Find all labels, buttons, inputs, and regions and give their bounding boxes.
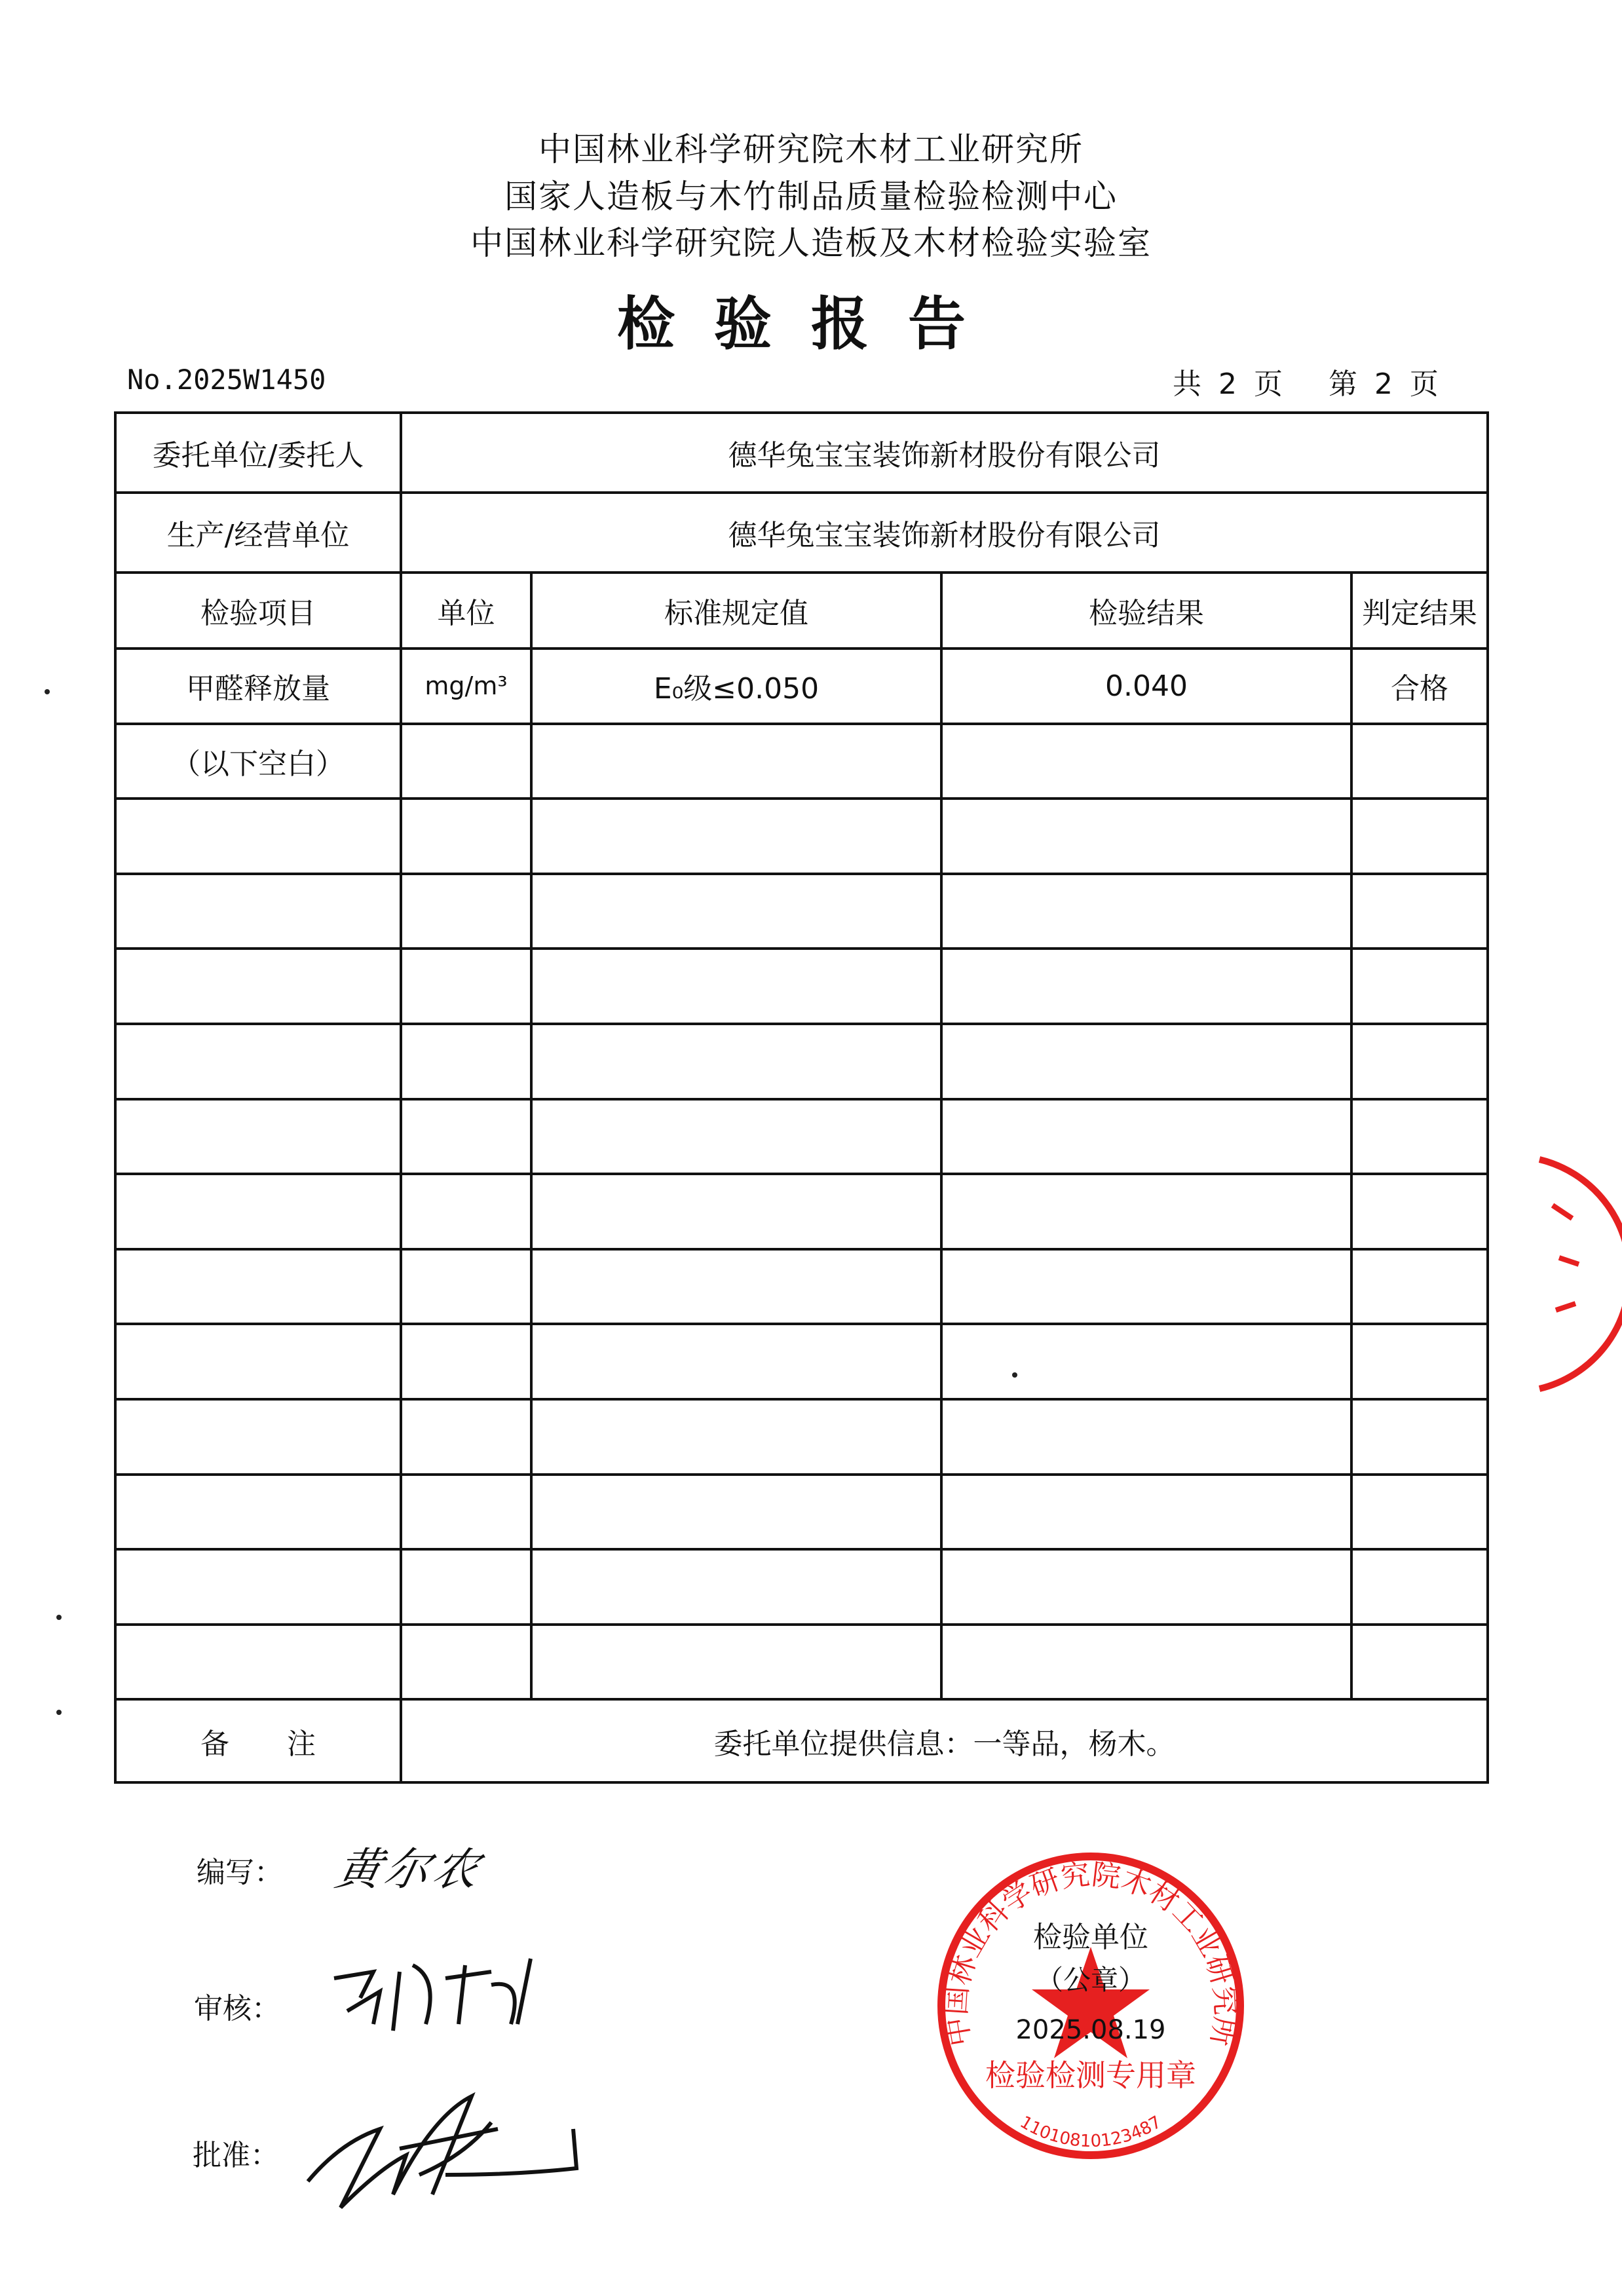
empty-cell <box>401 1324 531 1399</box>
empty-cell <box>115 1549 401 1625</box>
client-value: 德华兔宝宝装饰新材股份有限公司 <box>401 413 1488 493</box>
empty-cell <box>1351 1625 1488 1700</box>
table-row <box>115 1399 1488 1475</box>
empty-cell <box>401 1099 531 1175</box>
empty-cell <box>401 1399 531 1475</box>
table-row <box>115 1324 1488 1399</box>
table-row <box>115 1625 1488 1700</box>
remarks-value: 委托单位提供信息：一等品，杨木。 <box>401 1699 1488 1782</box>
report-date: 2025.08.19 <box>1015 2015 1166 2045</box>
table-row <box>115 724 1488 799</box>
producer-value: 德华兔宝宝装饰新材股份有限公司 <box>401 493 1488 573</box>
table-row <box>115 874 1488 949</box>
empty-cell <box>115 1024 401 1099</box>
empty-cell <box>531 1249 941 1325</box>
col-standard: 标准规定值 <box>531 573 941 649</box>
scan-speck <box>1012 1372 1017 1378</box>
empty-cell <box>401 874 531 949</box>
cell-result <box>941 724 1351 799</box>
remarks-label: 备 注 <box>115 1699 401 1782</box>
empty-cell <box>531 1549 941 1625</box>
table-row <box>115 1174 1488 1249</box>
scan-speck <box>56 1710 62 1715</box>
empty-cell <box>531 1625 941 1700</box>
lab-name: 中国林业科学研究院人造板及木材检验实验室 <box>470 224 1152 262</box>
cell-item: 甲醛释放量 <box>115 649 401 724</box>
empty-cell <box>531 949 941 1024</box>
empty-cell <box>401 1625 531 1700</box>
empty-cell <box>1351 1549 1488 1625</box>
empty-cell <box>401 1024 531 1099</box>
empty-cell <box>115 1099 401 1175</box>
empty-cell <box>401 799 531 874</box>
col-unit: 单位 <box>401 573 531 649</box>
col-verdict: 判定结果 <box>1351 573 1488 649</box>
empty-cell <box>941 1174 1351 1249</box>
empty-cell <box>115 1399 401 1475</box>
empty-cell <box>115 1249 401 1325</box>
official-seal <box>934 1849 1248 2163</box>
empty-cell <box>115 799 401 874</box>
empty-cell <box>941 949 1351 1024</box>
empty-cell <box>1351 1024 1488 1099</box>
empty-cell <box>1351 949 1488 1024</box>
approver-signature <box>301 2077 590 2214</box>
producer-row <box>115 493 1488 573</box>
writer-label: 编写： <box>197 1856 283 1889</box>
empty-cell <box>115 1475 401 1550</box>
table-row <box>115 1475 1488 1550</box>
report-title: 检验报告 <box>616 290 1005 358</box>
institute-name: 中国林业科学研究院木材工业研究所 <box>538 130 1084 168</box>
page-info <box>1173 360 1439 402</box>
scan-speck <box>56 1615 62 1620</box>
cell-standard: E₀级≤0.050 <box>531 649 941 724</box>
empty-cell <box>941 799 1351 874</box>
empty-cell <box>401 949 531 1024</box>
empty-cell <box>401 1249 531 1325</box>
empty-cell <box>531 799 941 874</box>
cell-standard <box>531 724 941 799</box>
empty-cell <box>115 949 401 1024</box>
empty-cell <box>401 1174 531 1249</box>
seal-label: （公章） <box>1035 1964 1146 1996</box>
empty-cell <box>941 1099 1351 1175</box>
col-item: 检验项目 <box>115 573 401 649</box>
client-label: 委托单位/委托人 <box>115 413 401 493</box>
empty-cell <box>1351 1174 1488 1249</box>
empty-cell <box>401 1549 531 1625</box>
empty-cell <box>941 1399 1351 1475</box>
empty-cell <box>941 1475 1351 1550</box>
cell-result: 0.040 <box>941 649 1351 724</box>
scan-speck <box>45 689 50 694</box>
reviewer-label: 审核： <box>194 1992 280 2025</box>
empty-cell <box>1351 1324 1488 1399</box>
table-row <box>115 1099 1488 1175</box>
empty-cell <box>941 1625 1351 1700</box>
table-row <box>115 1249 1488 1325</box>
empty-cell <box>1351 1249 1488 1325</box>
cell-item: （以下空白） <box>115 724 401 799</box>
empty-cell <box>401 1475 531 1550</box>
empty-cell <box>531 1024 941 1099</box>
center-name: 国家人造板与木竹制品质量检验检测中心 <box>504 178 1118 216</box>
empty-cell <box>1351 1475 1488 1550</box>
writer-signature: 黄尔农 <box>331 1844 488 1896</box>
report-number: No.2025W1450 <box>127 364 326 396</box>
col-result: 检验结果 <box>941 573 1351 649</box>
table-row <box>115 1024 1488 1099</box>
empty-cell <box>941 874 1351 949</box>
reviewer-signature <box>321 1939 544 2037</box>
empty-cell <box>941 1324 1351 1399</box>
cell-unit: mg/m³ <box>401 649 531 724</box>
producer-label: 生产/经营单位 <box>115 493 401 573</box>
empty-cell <box>941 1549 1351 1625</box>
cell-verdict: 合格 <box>1351 649 1488 724</box>
report-table <box>114 411 1489 1784</box>
empty-cell <box>115 1625 401 1700</box>
inspection-unit-label: 检验单位 <box>1033 1921 1148 1954</box>
table-row <box>115 1549 1488 1625</box>
seal-code: 11010810123487 <box>1016 2112 1165 2152</box>
empty-cell <box>941 1024 1351 1099</box>
blank-rows <box>115 799 1488 1699</box>
cell-verdict <box>1351 724 1488 799</box>
empty-cell <box>1351 874 1488 949</box>
empty-cell <box>531 874 941 949</box>
empty-cell <box>1351 1099 1488 1175</box>
empty-cell <box>115 1324 401 1399</box>
partial-seal-edge <box>1533 1153 1622 1395</box>
seal-bottom-text: 检验检测专用章 <box>985 2058 1196 2093</box>
empty-cell <box>1351 799 1488 874</box>
table-row <box>115 649 1488 724</box>
header-row <box>115 573 1488 649</box>
remarks-row <box>115 1699 1488 1782</box>
empty-cell <box>115 1174 401 1249</box>
empty-cell <box>531 1399 941 1475</box>
seal-outer-text: 中国林业科学研究院木材工业研究所 <box>939 1858 1242 2049</box>
empty-cell <box>115 874 401 949</box>
empty-cell <box>1351 1399 1488 1475</box>
page-current: 第 2 页 <box>1328 367 1439 401</box>
page-total: 共 2 页 <box>1173 367 1283 401</box>
empty-cell <box>531 1324 941 1399</box>
client-row <box>115 413 1488 493</box>
empty-cell <box>941 1249 1351 1325</box>
table-row <box>115 949 1488 1024</box>
cell-unit <box>401 724 531 799</box>
approver-label: 批准： <box>193 2139 279 2172</box>
table-row <box>115 799 1488 874</box>
empty-cell <box>531 1475 941 1550</box>
empty-cell <box>531 1099 941 1175</box>
empty-cell <box>531 1174 941 1249</box>
